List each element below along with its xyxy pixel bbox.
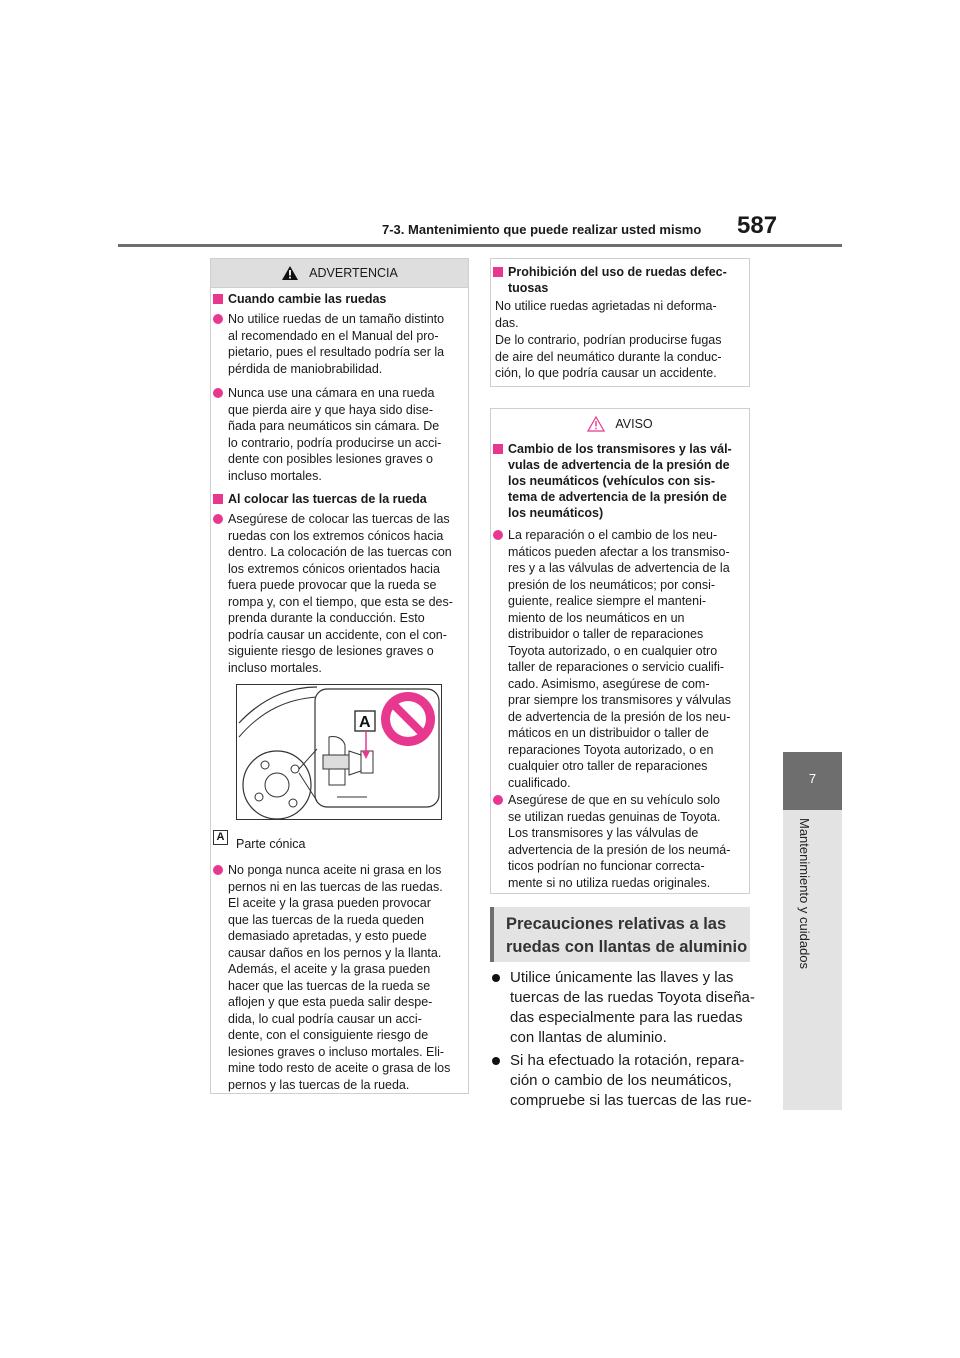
body-bullet: Si ha efectuado la rotación, repara- ción o cambio de los neumáticos, compruebe si las tuercas de las rue- [492, 1051, 752, 1111]
dot-bullet-icon [493, 530, 503, 540]
caption-label-box: A [213, 830, 228, 845]
body-bullet: Utilice únicamente las llaves y las tuercas de las ruedas Toyota diseña- das especialmente para las ruedas con llantas de aluminio. [492, 968, 755, 1048]
section-heading: Cuando cambie las ruedas [213, 291, 386, 307]
bullet-item: Asegúrese de colocar las tuercas de las ruedas con los extremos cónicos hacia dentro. La colocación de las tuercas con los extremos cónicos orientados hacia fuera puede provocar que la rueda se rompa y, con el tiempo, que esta se des- prenda durante la conducción. Esto podría causar un accidente, con el con- siguiente riesgo de lesiones graves o incluso mortales. [213, 511, 453, 676]
square-bullet-icon [493, 267, 503, 277]
dot-bullet-icon [213, 388, 223, 398]
dot-bullet-icon [213, 514, 223, 524]
dot-bullet-icon [492, 974, 500, 982]
paragraph: No utilice ruedas agrietadas ni deforma- das. [495, 299, 717, 330]
chapter-label: Mantenimiento y cuidados [797, 818, 812, 970]
header-rule [118, 244, 842, 247]
paragraph: De lo contrario, podrían producirse fugas de aire del neumático durante la conduc- ción, lo que podría causar un accidente. [495, 333, 722, 380]
caption-text: Parte cónica [236, 837, 306, 851]
wheel-nut-illustration [237, 685, 441, 819]
bullet-item: No utilice ruedas de un tamaño distinto al recomendado en el Manual del pro- pietario, pues el resultado podría ser la pérdida de maniobrabilidad. [213, 311, 444, 377]
bullet-item: La reparación o el cambio de los neu- máticos pueden afectar a los transmiso- res y a las válvulas de advertencia de la presión de los neumáticos; por consi- guiente, realice siempre el manteni- miento de los neumáticos en un distribuidor o taller de reparaciones Toyota autorizado, o en cualquier otro taller de reparaciones o servicio cualifi- cado. Asimismo, asegúrese de com- prar siempre los transmisores y válvulas de advertencia de la presión de los neu- máticos en un distribuidor o taller de reparaciones Toyota autorizado, o en cualquier otro taller de reparaciones cualificado. [493, 527, 731, 791]
notice-heading: AVISO [615, 417, 653, 431]
warning-triangle-icon [281, 265, 299, 281]
bullet-item: Asegúrese de que en su vehículo solo se utilizan ruedas genuinas de Toyota. Los transmisores y las válvulas de advertencia de la presión de los neumá- ticos podrían no funcionar correcta- mente si no utiliza ruedas originales. [493, 792, 730, 891]
caution-triangle-icon [587, 416, 605, 432]
figure-label: A [359, 714, 371, 731]
dot-bullet-icon [213, 314, 223, 324]
chapter-tab[interactable]: 7 [783, 752, 842, 810]
section-banner: Precauciones relativas a las ruedas con llantas de aluminio [490, 907, 750, 962]
bullet-item: Nunca use una cámara en una rueda que pierda aire y que haya sido dise- ñada para neumáticos sin cámara. De lo contrario, podría producirse un acci- dente con posibles lesiones graves o incluso mortales. [213, 385, 441, 484]
section-heading: Al colocar las tuercas de la rueda [213, 491, 427, 507]
dot-bullet-icon [492, 1057, 500, 1065]
square-bullet-icon [493, 444, 503, 454]
dot-bullet-icon [493, 795, 503, 805]
chapter-side [783, 810, 842, 1110]
wheel-nut-figure [236, 684, 442, 820]
warning-box-header [211, 259, 468, 288]
warning-heading: ADVERTENCIA [309, 266, 398, 280]
dot-bullet-icon [213, 865, 223, 875]
bullet-item: No ponga nunca aceite ni grasa en los pernos ni en las tuercas de las ruedas. El aceite y la grasa pueden provocar que las tuercas de la rueda queden demasiado apretadas, y esto puede causar daños en los pernos y la llanta. Además, el aceite y la grasa pueden hacer que las tuercas de la rueda se aflojen y que esta pueda salir despe- dida, lo cual podría causar un acci- dente, con el consiguiente riesgo de lesiones graves o incluso mortales. Eli- mine todo resto de aceite o grasa de los pernos y las tuercas de la rueda. [213, 862, 450, 1093]
section-heading: Prohibición del uso de ruedas defec- tuosas [493, 264, 727, 296]
notice-box-header [491, 409, 749, 439]
header-title: 7-3. Mantenimiento que puede realizar usted mismo [382, 222, 702, 237]
square-bullet-icon [213, 494, 223, 504]
prohibition-icon [381, 692, 435, 746]
page-number: 587 [737, 212, 778, 239]
square-bullet-icon [213, 294, 223, 304]
section-heading: Cambio de los transmisores y las vál- vulas de advertencia de la presión de los neumáticos (vehículos con sis- tema de advertencia de la presión de los neumáticos) [493, 441, 732, 521]
